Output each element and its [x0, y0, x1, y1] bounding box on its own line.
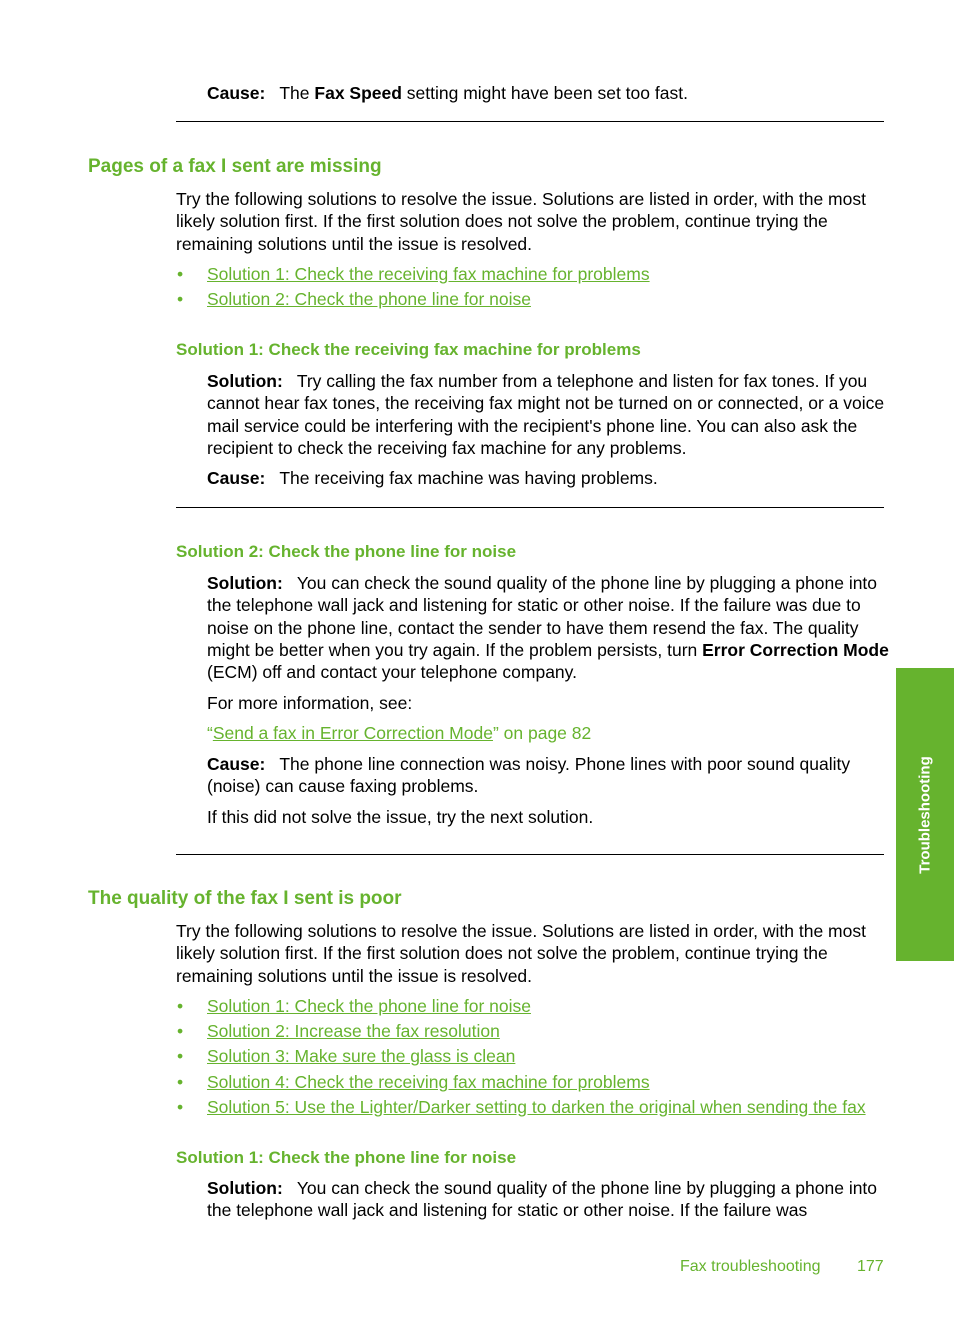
solution-link-list	[177, 263, 887, 313]
solution-label: Solution:	[207, 371, 283, 391]
quote-open: “	[207, 723, 213, 743]
bullet: •	[177, 1096, 184, 1117]
list-item	[177, 263, 887, 288]
solution-1-text	[207, 1177, 889, 1222]
solution-2-text	[207, 572, 889, 683]
cause-label: Cause:	[207, 754, 266, 774]
section-intro: Try the following solutions to resolve the issue. Solutions are listed in order, with the most likely solution first. If the first solution does not solve the problem, continue trying the remaining solutions until the issue is resolved.	[176, 921, 866, 986]
page-number: 177	[857, 1258, 884, 1275]
list-item	[177, 995, 907, 1020]
more-info-text: For more information, see:	[207, 693, 413, 713]
solution-body: You can check the sound quality of the phone line by plugging a phone into the telephone wall jack and listening for static or other noise. If the failure was	[207, 1178, 878, 1221]
solution-4-link[interactable]: Solution 4: Check the receiving fax machine for problems	[207, 1071, 650, 1092]
solution-3-link[interactable]: Solution 3: Make sure the glass is clean	[207, 1046, 516, 1067]
solution-1-link[interactable]: Solution 1: Check the receiving fax machine for problems	[207, 264, 650, 284]
divider	[176, 507, 884, 508]
list-item	[177, 1045, 907, 1070]
fax-speed-term: Fax Speed	[314, 83, 402, 103]
ecm-term: Error Correction Mode	[702, 639, 889, 660]
solution-2-cause	[207, 753, 889, 798]
solution-1-cause	[207, 467, 887, 489]
list-item	[177, 1020, 907, 1045]
solution-link-list	[177, 995, 907, 1121]
footer-section-name: Fax troubleshooting	[680, 1258, 821, 1275]
divider	[176, 121, 884, 122]
solution-body-end: (ECM) off and contact your telephone company.	[207, 662, 577, 683]
bullet: •	[177, 1046, 184, 1067]
solution-1-heading: Solution 1: Check the phone line for noise	[176, 1148, 517, 1167]
ecm-page-link[interactable]: Send a fax in Error Correction Mode	[212, 723, 493, 743]
solution-1-text	[207, 370, 887, 459]
section-intro: Try the following solutions to resolve the issue. Solutions are listed in order, with the most likely solution first. If the first solution does not solve the problem, continue trying the remaining solutions until the issue is resolved.	[176, 189, 866, 254]
section-title-poor-quality: The quality of the fax I sent is poor	[88, 888, 402, 909]
solution-2-link[interactable]: Solution 2: Check the phone line for noise	[207, 289, 531, 310]
list-item	[177, 288, 887, 313]
cause-body: The receiving fax machine was having problems.	[279, 468, 658, 488]
bullet: •	[177, 1071, 184, 1092]
solution-body: Try calling the fax number from a telephone and listen for fax tones. If you cannot hear fax tones, the receiving fax might not be turned on or connected, or a voice mail service could be interfering with the recipient's phone line. You can also ask the recipient to check the receiving fax machine for any problems.	[207, 371, 885, 458]
cause-text-end: setting might have been set too fast.	[401, 83, 688, 103]
cause-label: Cause:	[207, 468, 266, 488]
list-item	[177, 1071, 907, 1096]
solution-1-link[interactable]: Solution 1: Check the phone line for noise	[207, 996, 531, 1016]
section-title-missing-pages: Pages of a fax I sent are missing	[88, 156, 382, 177]
solution-body: You can check the sound quality of the phone line by plugging a phone into the telephone wall jack and listening for static or other noise. If the failure was due to noise on the phone line, contact the sender to have them resend the fax. The quality might be better when you try again. If the problem persists, turn	[207, 573, 878, 660]
top-cause	[207, 82, 887, 104]
chapter-tab-label: Troubleshooting	[916, 755, 934, 874]
solution-2-heading: Solution 2: Check the phone line for noise	[176, 542, 517, 561]
solution-5-link[interactable]: Solution 5: Use the Lighter/Darker setting to darken the original when sending the fax	[207, 1096, 866, 1117]
cause-text: The	[279, 83, 315, 103]
bullet: •	[177, 264, 184, 284]
cross-reference	[207, 722, 887, 744]
cause-label: Cause:	[207, 83, 266, 103]
solution-1-heading: Solution 1: Check the receiving fax machine for problems	[176, 340, 641, 359]
list-item	[177, 1096, 907, 1121]
bullet: •	[177, 289, 184, 310]
cause-body: The phone line connection was noisy. Phone lines with poor sound quality (noise) can cause faxing problems.	[207, 754, 851, 797]
bullet: •	[177, 1021, 184, 1042]
solution-label: Solution:	[207, 573, 283, 593]
solution-label: Solution:	[207, 1178, 283, 1198]
next-solution-note: If this did not solve the issue, try the next solution.	[207, 807, 594, 827]
bullet: •	[177, 996, 184, 1016]
chapter-tab	[896, 668, 954, 961]
divider	[176, 854, 884, 855]
page-ref: ” on page 82	[492, 723, 592, 743]
solution-2-link[interactable]: Solution 2: Increase the fax resolution	[207, 1021, 500, 1042]
